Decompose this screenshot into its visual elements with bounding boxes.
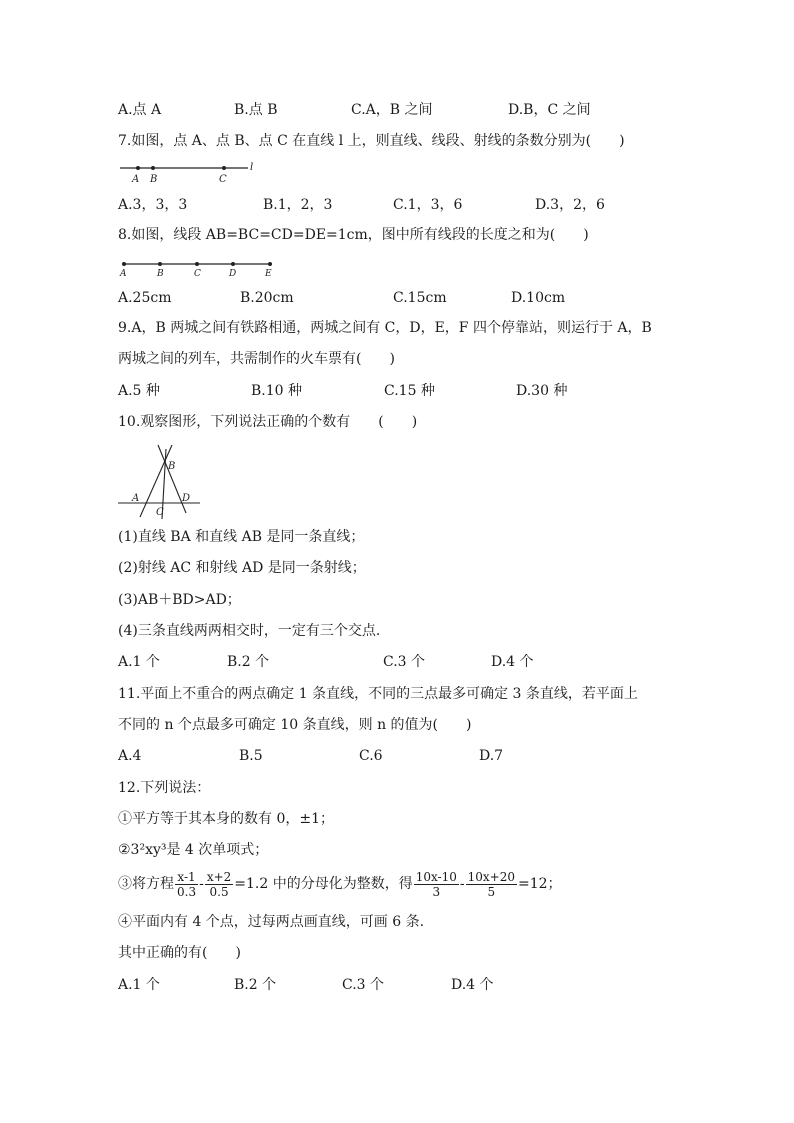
- q12-fraction-4: [466, 870, 517, 899]
- q8-option-d: D.10cm: [511, 290, 566, 306]
- q10-figure-three-lines: [118, 443, 208, 521]
- q12-fraction-4-denominator: 5: [487, 884, 496, 899]
- q9-option-d: D.30 种: [516, 383, 568, 399]
- q7-stem: 7.如图，点 A、点 B、点 C 在直线 l 上，则直线、线段、射线的条数分别为( ): [118, 133, 625, 149]
- q12-fraction-3-numerator: 10x-10: [415, 869, 457, 884]
- q8-point-e: [268, 262, 272, 266]
- q7-option-b: B.1，2，3: [263, 197, 333, 213]
- q7-label-a: A: [132, 174, 140, 184]
- q12-s3-minus: -: [199, 876, 204, 892]
- q8-point-d: [231, 262, 235, 266]
- q12-s3-minus-2: -: [459, 876, 465, 892]
- q8-label-d: D: [229, 269, 237, 278]
- q10-statement-2: (2)射线 AC 和射线 AD 是同一条射线；: [118, 560, 366, 576]
- q12-fraction-1-numerator: x-1: [175, 870, 198, 885]
- q10-statement-4: (4)三条直线两两相交时，一定有三个交点.: [118, 623, 381, 639]
- q9-option-b: B.10 种: [251, 383, 303, 399]
- q12-option-c: C.3 个: [342, 977, 385, 993]
- q7-label-b: B: [150, 174, 158, 184]
- q8-figure-segment: [118, 256, 278, 278]
- q12-ask: 其中正确的有( ): [118, 945, 241, 961]
- q8-option-c: C.15cm: [393, 290, 447, 306]
- q6-option-b: B.点 B: [234, 102, 278, 118]
- q12-option-d: D.4 个: [451, 977, 494, 993]
- q6-option-d: D.B，C 之间: [508, 102, 591, 118]
- q8-point-b: [158, 262, 162, 266]
- q7-option-c: C.1，3，6: [393, 197, 463, 213]
- q12-fraction-1-denominator: 0.3: [177, 884, 197, 899]
- q9-option-a: A.5 种: [118, 383, 160, 399]
- q12-fraction-3-denominator: 3: [432, 884, 441, 899]
- q8-option-b: B.20cm: [240, 290, 294, 306]
- q10-statement-1: (1)直线 BA 和直线 AB 是同一条直线；: [118, 529, 365, 545]
- q7-point-c: [222, 166, 226, 170]
- q12-statement-4: ④平面内有 4 个点，过每两点画直线，可画 6 条.: [118, 914, 425, 930]
- q10-option-d: D.4 个: [491, 654, 534, 670]
- q9-option-c: C.15 种: [384, 383, 435, 399]
- q11-option-b: B.5: [239, 748, 263, 764]
- q10-label-c: C: [156, 507, 164, 518]
- q9-stem-line-2: 两城之间的列车，共需制作的火车票有( ): [118, 351, 395, 367]
- q8-label-a: A: [120, 269, 127, 278]
- q11-option-d: D.7: [479, 748, 504, 764]
- q7-label-l: l: [250, 162, 254, 173]
- q8-stem: 8.如图，线段 AB=BC=CD=DE=1cm，图中所有线段的长度之和为( ): [118, 227, 589, 243]
- q6-option-a: A.点 A: [118, 102, 162, 118]
- q12-s3-end: =12；: [518, 876, 562, 892]
- q7-option-d: D.3，2，6: [535, 197, 605, 213]
- q7-point-b: [151, 166, 155, 170]
- q10-stem: 10.观察图形，下列说法正确的个数有 ( ): [118, 414, 418, 430]
- q10-label-b: B: [168, 461, 176, 472]
- q12-option-b: B.2 个: [234, 977, 277, 993]
- q10-label-a: A: [132, 493, 140, 504]
- q8-point-c: [195, 262, 199, 266]
- q12-statement-1: ①平方等于其本身的数有 0，±1；: [118, 811, 334, 827]
- q9-stem-line-1: 9.A，B 两城之间有铁路相通，两城之间有 C，D，E，F 四个停靠站，则运行于 A，B: [118, 320, 652, 336]
- q7-option-a: A.3，3，3: [118, 197, 188, 213]
- q12-fraction-2-numerator: x+2: [206, 869, 232, 884]
- q12-option-a: A.1 个: [118, 977, 160, 993]
- q10-option-c: C.3 个: [383, 654, 426, 670]
- q12-fraction-4-numerator: 10x+20: [467, 869, 516, 884]
- q6-option-c: C.A，B 之间: [351, 102, 433, 118]
- q11-option-c: C.6: [359, 748, 383, 764]
- q12-fraction-1: [175, 870, 198, 899]
- q11-stem-line-2: 不同的 n 个点最多可确定 10 条直线，则 n 的值为( ): [118, 717, 472, 733]
- q7-figure-line: [118, 158, 268, 184]
- q8-label-e: E: [265, 269, 272, 278]
- q10-option-b: B.2 个: [227, 654, 270, 670]
- q10-label-d: D: [182, 493, 191, 504]
- q12-fraction-2-denominator: 0.5: [209, 884, 229, 899]
- q12-statement-3: [118, 867, 562, 901]
- q12-s3-prefix: ③将方程: [118, 876, 174, 892]
- q8-option-a: A.25cm: [118, 290, 172, 306]
- q7-label-c: C: [219, 174, 227, 184]
- q11-option-a: A.4: [118, 748, 142, 764]
- q8-label-b: B: [157, 269, 164, 278]
- q12-fraction-3: [414, 870, 459, 899]
- q12-s3-middle: =1.2 中的分母化为整数，得: [234, 876, 413, 892]
- q7-point-a: [136, 166, 140, 170]
- q8-point-a: [122, 262, 126, 266]
- q8-label-c: C: [194, 269, 201, 278]
- q10-option-a: A.1 个: [118, 654, 160, 670]
- q11-stem-line-1: 11.平面上不重合的两点确定 1 条直线，不同的三点最多可确定 3 条直线，若平面上: [118, 686, 638, 702]
- q12-stem: 12.下列说法：: [118, 780, 211, 796]
- q12-fraction-2: [205, 870, 233, 899]
- q10-statement-3: (3)AB＋BD>AD；: [118, 592, 241, 608]
- q12-statement-2: ②3²xy³是 4 次单项式；: [118, 842, 269, 858]
